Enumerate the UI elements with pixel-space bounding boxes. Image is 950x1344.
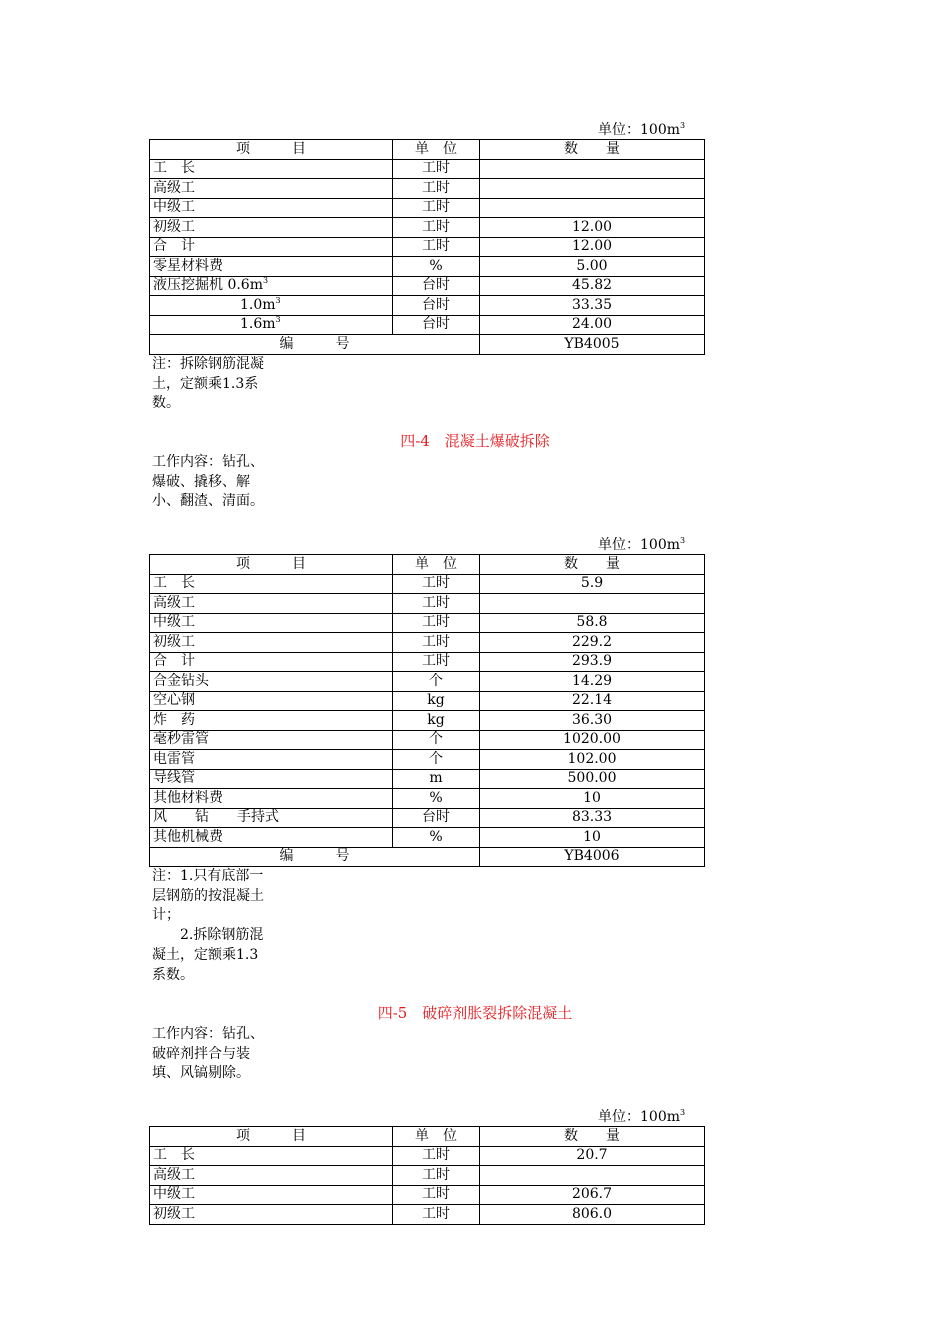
work-content-3: 工作内容：钻孔、破碎剂拌合与装填、风镐剔除。 <box>152 1026 264 1082</box>
row-unit: 个 <box>393 750 480 770</box>
row-qty <box>480 594 705 614</box>
header-unit: 单 位 <box>393 555 480 575</box>
table-row <box>150 789 705 809</box>
row-item: 高级工 <box>150 594 393 614</box>
row-item: 风 钻 手持式 <box>150 808 393 828</box>
row-item: 初级工 <box>150 633 393 653</box>
row-qty: 5.00 <box>480 257 705 277</box>
table-row <box>150 276 705 296</box>
table-row <box>150 1146 705 1166</box>
header-qty: 数 量 <box>480 555 705 575</box>
row-unit: 个 <box>393 672 480 692</box>
table-row <box>150 1166 705 1186</box>
row-item: 炸 药 <box>150 711 393 731</box>
row-qty <box>480 198 705 218</box>
row-unit: 工时 <box>393 594 480 614</box>
section-title-2: 四-4 混凝土爆破拆除 <box>400 432 550 450</box>
row-qty: 10 <box>480 828 705 848</box>
row-item-text: 1.0m <box>240 296 276 313</box>
row-qty: 36.30 <box>480 711 705 731</box>
row-item: 中级工 <box>150 613 393 633</box>
row-qty: 22.14 <box>480 691 705 711</box>
table-row <box>150 769 705 789</box>
row-item: 初级工 <box>150 1205 393 1225</box>
code-value: YB4006 <box>480 847 705 867</box>
table-row <box>150 594 705 614</box>
table-row <box>150 828 705 848</box>
row-unit: 工时 <box>393 1185 480 1205</box>
table-row <box>150 218 705 238</box>
row-item: 工 长 <box>150 159 393 179</box>
row-unit: kg <box>393 691 480 711</box>
row-unit: 台时 <box>393 296 480 316</box>
header-unit: 单 位 <box>393 140 480 160</box>
unit-label-text: 单位：100m <box>598 1109 680 1125</box>
table-row <box>150 296 705 316</box>
row-qty: 102.00 <box>480 750 705 770</box>
header-item: 项 目 <box>150 555 393 575</box>
row-unit: 工时 <box>393 218 480 238</box>
row-item-sup: 3 <box>263 276 269 286</box>
table-row <box>150 179 705 199</box>
quota-table-3 <box>149 1126 705 1225</box>
row-item: 零星材料费 <box>150 257 393 277</box>
table-row <box>150 574 705 594</box>
row-item <box>150 315 393 335</box>
table-header <box>150 1127 705 1147</box>
table-row <box>150 730 705 750</box>
row-item: 高级工 <box>150 179 393 199</box>
row-qty: 293.9 <box>480 652 705 672</box>
row-item: 毫秒雷管 <box>150 730 393 750</box>
header-qty: 数 量 <box>480 140 705 160</box>
work-content-2: 工作内容：钻孔、爆破、撬移、解小、翻渣、清面。 <box>152 454 264 510</box>
row-qty: 20.7 <box>480 1146 705 1166</box>
row-item: 导线管 <box>150 769 393 789</box>
row-item-sup: 3 <box>275 295 281 305</box>
row-item <box>150 296 393 316</box>
header-qty: 数 量 <box>480 1127 705 1147</box>
code-row <box>150 335 705 355</box>
header-item: 项 目 <box>150 1127 393 1147</box>
unit-label <box>598 122 685 138</box>
table-row <box>150 1185 705 1205</box>
quota-table-2 <box>149 554 705 867</box>
table-row <box>150 750 705 770</box>
row-item: 合 计 <box>150 652 393 672</box>
row-item: 合 计 <box>150 237 393 257</box>
unit-sup: 3 <box>680 536 686 545</box>
row-qty: 58.8 <box>480 613 705 633</box>
row-unit: 工时 <box>393 1146 480 1166</box>
row-unit: 工时 <box>393 198 480 218</box>
row-qty: 206.7 <box>480 1185 705 1205</box>
row-item: 中级工 <box>150 198 393 218</box>
table-row <box>150 808 705 828</box>
row-item: 工 长 <box>150 1146 393 1166</box>
row-item-sup: 3 <box>275 315 281 325</box>
table-row <box>150 672 705 692</box>
row-item <box>150 276 393 296</box>
table-row <box>150 633 705 653</box>
row-unit: 工时 <box>393 633 480 653</box>
table-row <box>150 198 705 218</box>
row-unit: 工时 <box>393 159 480 179</box>
row-item: 工 长 <box>150 574 393 594</box>
row-unit: kg <box>393 711 480 731</box>
row-unit: % <box>393 828 480 848</box>
row-qty: 14.29 <box>480 672 705 692</box>
row-unit: % <box>393 257 480 277</box>
unit-label-text: 单位：100m <box>598 122 680 138</box>
table-header <box>150 555 705 575</box>
header-unit: 单 位 <box>393 1127 480 1147</box>
row-item: 电雷管 <box>150 750 393 770</box>
table-header <box>150 140 705 160</box>
row-qty: 33.35 <box>480 296 705 316</box>
row-item: 其他材料费 <box>150 789 393 809</box>
table-row <box>150 257 705 277</box>
row-qty: 45.82 <box>480 276 705 296</box>
code-label: 编 号 <box>150 847 480 867</box>
row-unit: 个 <box>393 730 480 750</box>
row-item-text: 液压挖掘机 0.6m <box>153 277 263 294</box>
row-unit: 台时 <box>393 315 480 335</box>
unit-sup: 3 <box>680 121 686 130</box>
section-title-3: 四-5 破碎剂胀裂拆除混凝土 <box>377 1004 573 1022</box>
row-item: 空心钢 <box>150 691 393 711</box>
code-row <box>150 847 705 867</box>
table-row <box>150 159 705 179</box>
table-row <box>150 711 705 731</box>
row-qty <box>480 159 705 179</box>
row-unit: 工时 <box>393 179 480 199</box>
row-qty: 10 <box>480 789 705 809</box>
note-1: 注：拆除钢筋混凝土，定额乘1.3系数。 <box>152 356 264 412</box>
row-unit: 工时 <box>393 574 480 594</box>
table-row <box>150 315 705 335</box>
row-qty: 500.00 <box>480 769 705 789</box>
row-qty: 5.9 <box>480 574 705 594</box>
unit-sup: 3 <box>680 1108 686 1117</box>
header-item: 项 目 <box>150 140 393 160</box>
row-qty: 12.00 <box>480 237 705 257</box>
row-item: 初级工 <box>150 218 393 238</box>
table-row <box>150 652 705 672</box>
row-item: 其他机械费 <box>150 828 393 848</box>
note-2: 注：1.只有底部一层钢筋的按混凝土计； 2.拆除钢筋混凝土，定额乘1.3系数。 <box>152 868 264 983</box>
unit-label-text: 单位：100m <box>598 537 680 553</box>
row-item: 合金钻头 <box>150 672 393 692</box>
row-unit: m <box>393 769 480 789</box>
code-value: YB4005 <box>480 335 705 355</box>
row-unit: % <box>393 789 480 809</box>
unit-label <box>598 1109 685 1125</box>
table-row <box>150 1205 705 1225</box>
row-unit: 工时 <box>393 237 480 257</box>
row-qty: 229.2 <box>480 633 705 653</box>
row-unit: 工时 <box>393 1166 480 1186</box>
row-item: 高级工 <box>150 1166 393 1186</box>
row-unit: 工时 <box>393 613 480 633</box>
row-unit: 工时 <box>393 1205 480 1225</box>
table-row <box>150 613 705 633</box>
row-qty: 12.00 <box>480 218 705 238</box>
code-label: 编 号 <box>150 335 480 355</box>
table-row <box>150 691 705 711</box>
row-item: 中级工 <box>150 1185 393 1205</box>
row-qty: 83.33 <box>480 808 705 828</box>
row-qty <box>480 1166 705 1186</box>
row-unit: 工时 <box>393 652 480 672</box>
table-row <box>150 237 705 257</box>
row-unit: 台时 <box>393 808 480 828</box>
row-item-text: 1.6m <box>240 316 276 333</box>
row-unit: 台时 <box>393 276 480 296</box>
quota-table-1 <box>149 139 705 355</box>
unit-label <box>598 537 685 553</box>
row-qty: 24.00 <box>480 315 705 335</box>
row-qty: 1020.00 <box>480 730 705 750</box>
row-qty: 806.0 <box>480 1205 705 1225</box>
row-qty <box>480 179 705 199</box>
